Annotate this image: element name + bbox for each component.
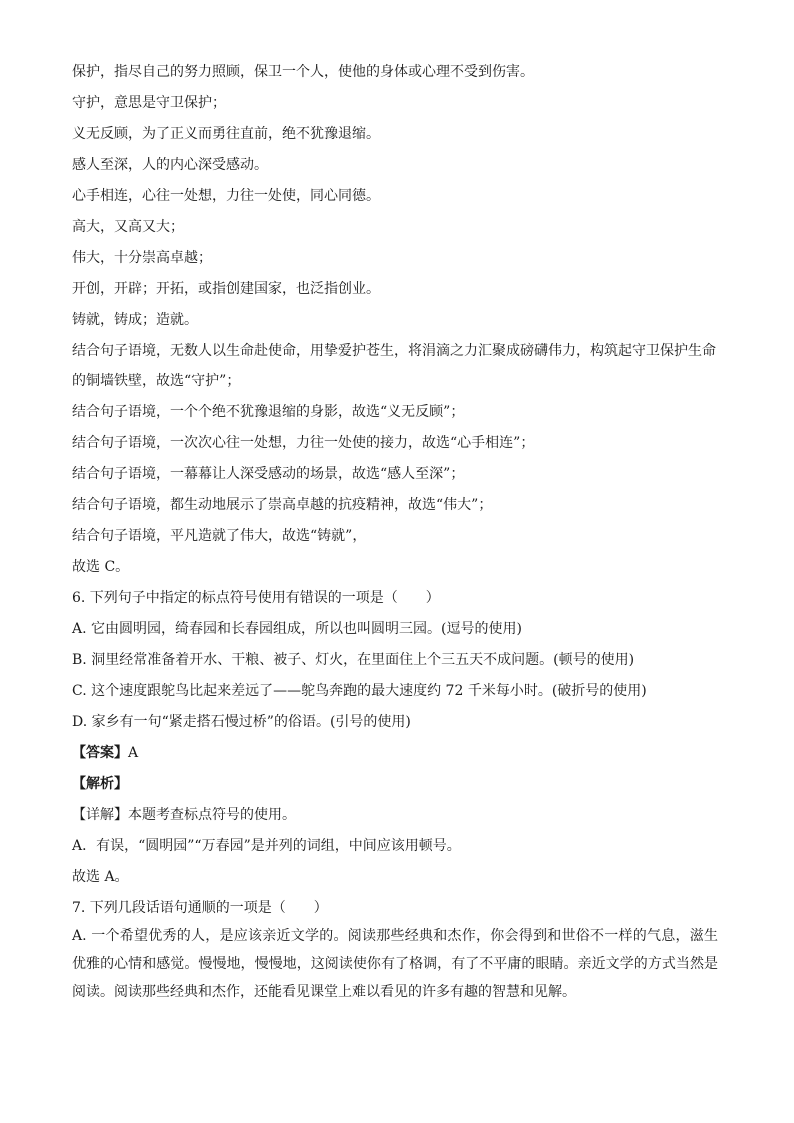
document-content	[72, 62, 732, 1006]
conclusion-line: 故选 C。	[72, 559, 130, 575]
analysis-line	[72, 774, 732, 794]
answer-line	[72, 743, 732, 763]
question-6-stem: 6. 下列句子中指定的标点符号使用有错误的一项是（ ）	[72, 590, 440, 606]
text-line: 结合句子语境，一个个绝不犹豫退缩的身影，故选“义无反顾”；	[72, 404, 465, 420]
explain-line: A．有误，“圆明园”“万春园”是并列的词组，中间应该用顿号。	[72, 838, 461, 854]
answer-tag: 【答案】	[72, 745, 128, 761]
text-line: 铸就，铸成；造就。	[72, 312, 198, 328]
question-7-stem: 7. 下列几段话语句通顺的一项是（ ）	[72, 900, 328, 916]
text-line: 的铜墙铁壁，故选“守护”；	[72, 373, 241, 389]
text-line: 高大，又高又大；	[72, 219, 184, 235]
answer-value: A	[128, 745, 139, 761]
text-line: 结合句子语境，无数人以生命赴使命，用挚爱护苍生，将涓滴之力汇聚成磅礴伟力，构筑起守卫保护生命	[72, 343, 716, 359]
question-6-option-c: C. 这个速度跟鸵鸟比起来差远了——鸵鸟奔跑的最大速度约 72 千米每小时。(破折号的使用)	[72, 683, 647, 699]
detail-line	[72, 805, 732, 825]
text-line: 结合句子语境，一幕幕让人深受感动的场景，故选“感人至深”；	[72, 466, 465, 482]
text-line: 守护，意思是守卫保护；	[72, 95, 226, 111]
question-6-option-d: D. 家乡有一句“紧走搭石慢过桥”的俗语。(引号的使用)	[72, 714, 411, 730]
conclusion-line: 故选 A。	[72, 869, 129, 885]
text-line: 心手相连，心往一处想，力往一处使，同心同德。	[72, 188, 380, 204]
text-line: 结合句子语境，都生动地展示了崇高卓越的抗疫精神，故选“伟大”；	[72, 497, 493, 513]
text-line: 开创，开辟；开拓，或指创建国家，也泛指创业。	[72, 281, 380, 297]
question-6-option-b: B. 洞里经常准备着开水、干粮、被子、灯火，在里面住上个三五天不成问题。(顿号的使用)	[72, 652, 635, 668]
text-line: 结合句子语境，平凡造就了伟大，故选“铸就”，	[72, 528, 367, 544]
text-line: 义无反顾，为了正义而勇往直前，绝不犹豫退缩。	[72, 126, 380, 142]
text-line: 保护，指尽自己的努力照顾，保卫一个人，使他的身体或心理不受到伤害。	[72, 64, 534, 80]
detail-tag: 【详解】	[72, 807, 128, 823]
text-line: 感人至深，人的内心深受感动。	[72, 157, 268, 173]
question-7-option-a: A. 一个希望优秀的人，是应该亲近文学的。阅读那些经典和杰作，你会得到和世俗不一样的气息，滋生优雅的心情和感觉。慢慢地，慢慢地，这阅读使你有了格调，有了不平庸的眼睛。亲近文学的方式当然是阅读。阅读那些经典和杰作，还能看见课堂上难以看见的许多有趣的智慧和见解。	[72, 928, 718, 1000]
question-6-option-a: A. 它由圆明园，绮春园和长春园组成，所以也叫圆明三园。(逗号的使用)	[72, 621, 522, 637]
text-line: 伟大，十分崇高卓越；	[72, 250, 212, 266]
text-line: 结合句子语境，一次次心往一处想，力往一处使的接力，故选“心手相连”；	[72, 435, 535, 451]
analysis-tag: 【解析】	[72, 776, 128, 792]
detail-text: 本题考查标点符号的使用。	[128, 807, 296, 823]
